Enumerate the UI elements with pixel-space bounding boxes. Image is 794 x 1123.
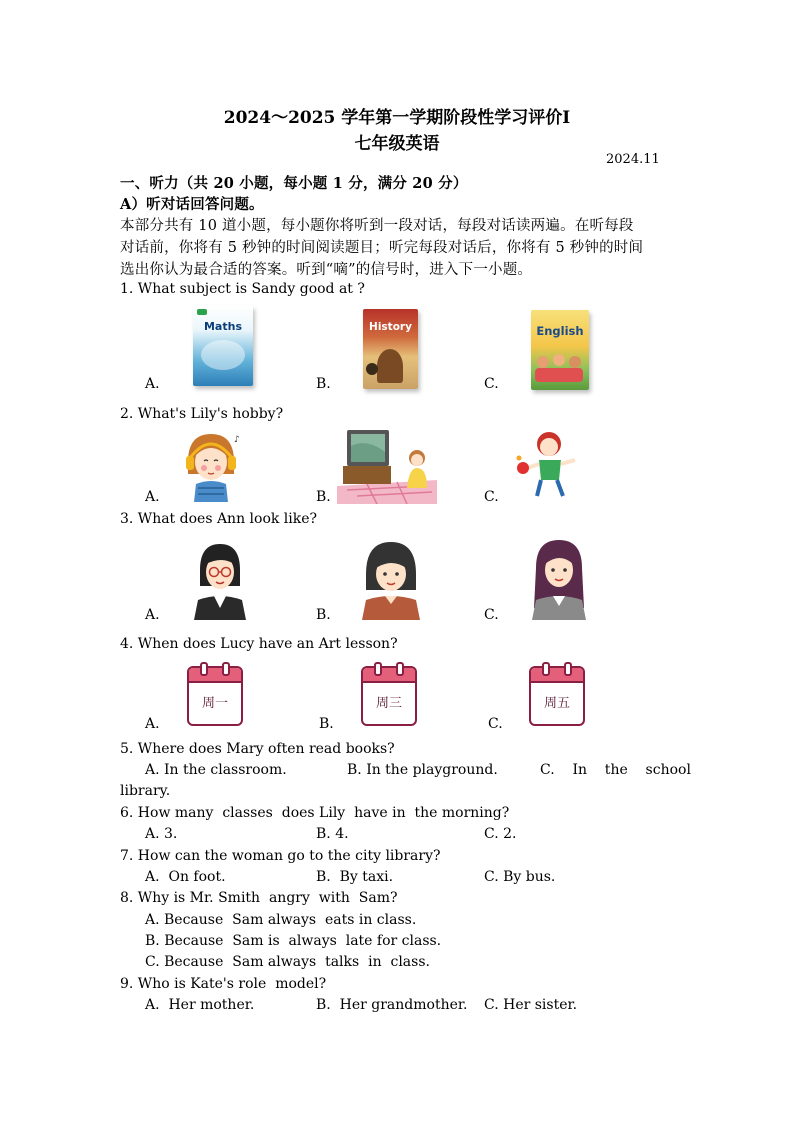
intro-text-line2: 对话前，你将有 5 秒钟的时间阅读题目；听完每段对话后，你将有 5 秒钟的时间 (120, 240, 644, 256)
question-4-stem: 4. When does Lucy have an Art lesson? (120, 636, 398, 652)
calendar-day-label: 周五 (543, 696, 570, 711)
q4-option-b[interactable]: B. (319, 716, 334, 732)
section-heading: 一、听力（共 20 小题，每小题 1 分，满分 20 分） (120, 175, 468, 192)
q6-option-b[interactable]: B. 4. (316, 826, 349, 842)
q6-option-a[interactable]: A. 3. (145, 826, 178, 842)
page-subtitle: 七年级英语 (354, 134, 440, 154)
q7-option-c[interactable]: C. By bus. (484, 869, 556, 885)
woman-bob-hair-image (360, 540, 422, 620)
question-9-stem: 9. Who is Kate's role model? (120, 976, 327, 992)
woman-short-hair-glasses-image (192, 540, 248, 620)
exam-date: 2024.11 (606, 152, 660, 167)
english-book-title: English (536, 324, 584, 338)
q5-option-b[interactable]: B. In the playground. (347, 762, 498, 778)
q2-option-a[interactable]: A. (145, 489, 160, 505)
q5-option-c-continued: library. (120, 783, 171, 799)
calendar-friday-icon (529, 666, 585, 726)
calendar-monday-icon (187, 666, 243, 726)
q3-option-a[interactable]: A. (145, 607, 160, 623)
maths-book-image (193, 306, 253, 386)
woman-long-hair-image (530, 538, 588, 620)
page-title: 2024～2025 学年第一学期阶段性学习评价Ⅰ (223, 108, 571, 128)
q8-option-b[interactable]: B. Because Sam is always late for class. (145, 933, 442, 949)
maths-book-title: Maths (203, 320, 242, 333)
question-1-stem: 1. What subject is Sandy good at ? (120, 281, 365, 297)
calendar-day-label: 周一 (201, 696, 228, 711)
q5-option-a[interactable]: A. In the classroom. (145, 762, 287, 778)
history-book-image (363, 309, 418, 389)
q8-option-c[interactable]: C. Because Sam always talks in class. (145, 954, 430, 970)
intro-text-line1: 本部分共有 10 道小题，每小题你将听到一段对话，每段对话读两遍。在听每段 (120, 218, 634, 234)
q2-option-c[interactable]: C. (484, 489, 499, 505)
calendar-wednesday-icon (361, 666, 417, 726)
svg-text:♪: ♪ (234, 435, 240, 445)
question-7-stem: 7. How can the woman go to the city library? (120, 848, 441, 864)
q4-option-a[interactable]: A. (145, 716, 160, 732)
question-6-stem: 6. How many classes does Lily have in the morning? (120, 805, 510, 821)
q7-option-a[interactable]: A. On foot. (145, 869, 226, 885)
q5-option-c[interactable]: C. In the school (540, 762, 691, 778)
q2-option-b[interactable]: B. (316, 489, 331, 505)
q1-option-b[interactable]: B. (316, 376, 331, 392)
calendar-day-label: 周三 (375, 696, 402, 711)
question-3-stem: 3. What does Ann look like? (120, 511, 318, 527)
sub-heading: A）听对话回答问题。 (120, 196, 264, 213)
girl-listening-music-image (180, 430, 242, 502)
q8-option-a[interactable]: A. Because Sam always eats in class. (145, 912, 417, 928)
q1-option-a[interactable]: A. (145, 376, 160, 392)
question-5-stem: 5. Where does Mary often read books? (120, 741, 395, 757)
girl-watching-tv-image (337, 428, 437, 504)
q9-option-b[interactable]: B. Her grandmother. (316, 997, 468, 1013)
q7-option-b[interactable]: B. By taxi. (316, 869, 394, 885)
q6-option-c[interactable]: C. 2. (484, 826, 517, 842)
q9-option-c[interactable]: C. Her sister. (484, 997, 578, 1013)
history-book-title: History (369, 321, 412, 333)
question-8-stem: 8. Why is Mr. Smith angry with Sam? (120, 890, 398, 906)
english-book-image (531, 310, 589, 390)
girl-playing-table-tennis-image (513, 430, 589, 502)
q4-option-c[interactable]: C. (488, 716, 503, 732)
q1-option-c[interactable]: C. (484, 376, 499, 392)
q3-option-b[interactable]: B. (316, 607, 331, 623)
question-2-stem: 2. What's Lily's hobby? (120, 406, 284, 422)
q3-option-c[interactable]: C. (484, 607, 499, 623)
intro-text-line3: 选出你认为最合适的答案。听到“嘀”的信号时，进入下一小题。 (120, 262, 533, 278)
q9-option-a[interactable]: A. Her mother. (145, 997, 255, 1013)
